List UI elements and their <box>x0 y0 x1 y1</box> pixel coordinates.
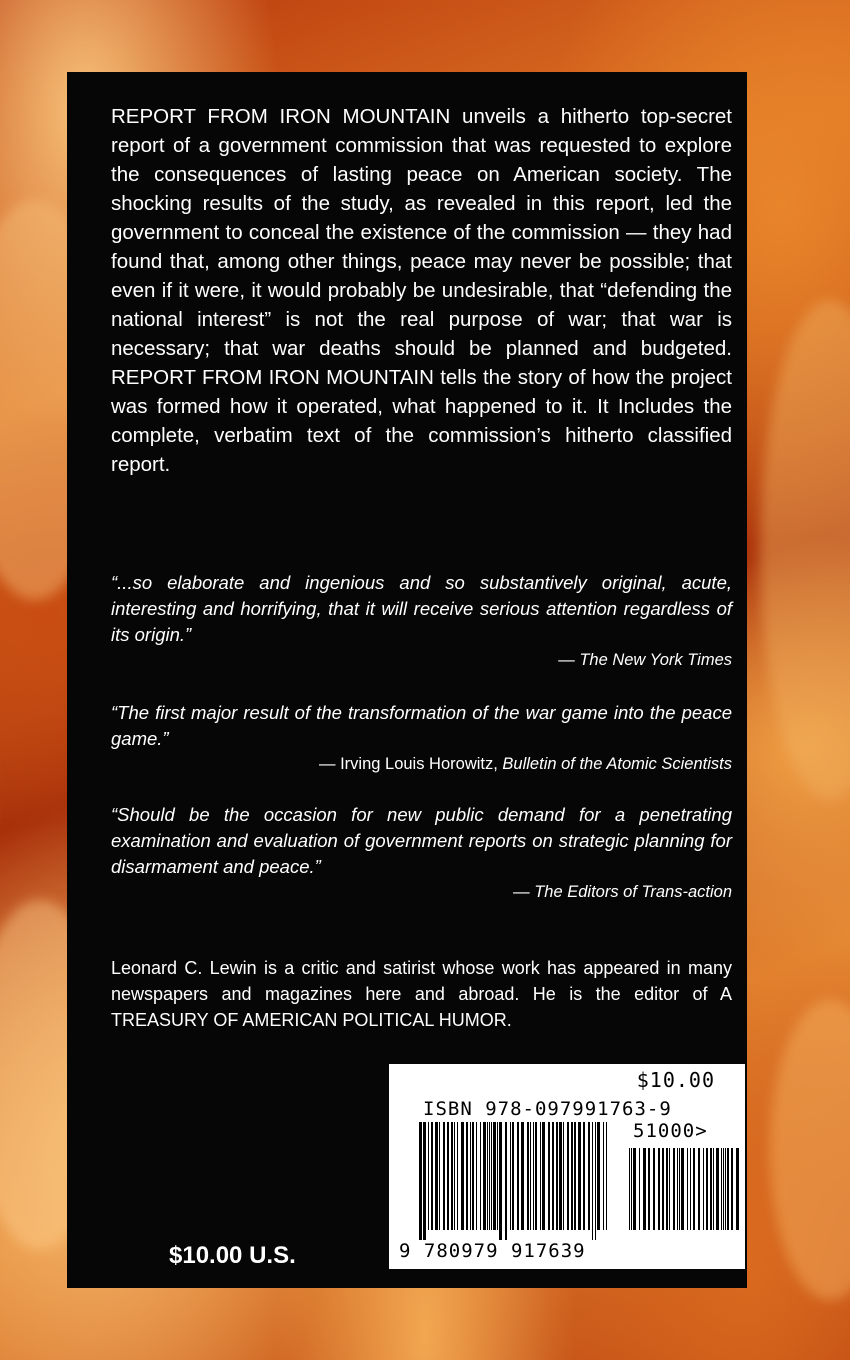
barcode-bar <box>706 1148 708 1230</box>
barcode-bar <box>493 1122 496 1230</box>
barcode-bar <box>669 1148 670 1230</box>
barcode-bar <box>666 1148 668 1230</box>
review-quote <box>111 802 732 904</box>
barcode-bar <box>639 1148 640 1230</box>
barcode-bar <box>466 1122 468 1230</box>
barcode-bar <box>487 1122 488 1230</box>
barcode-bar <box>533 1122 534 1230</box>
addon-code: 51000> <box>633 1120 708 1142</box>
barcode-bar <box>428 1122 429 1230</box>
barcode-bar <box>435 1122 438 1230</box>
barcode-bar <box>629 1148 630 1230</box>
barcode-bar <box>480 1122 481 1230</box>
barcode-bar <box>603 1122 604 1230</box>
barcode-bar <box>559 1122 562 1230</box>
barcode-bar <box>499 1122 502 1240</box>
background-texture <box>760 300 850 800</box>
barcode-bar <box>431 1122 433 1230</box>
attribution-source: Bulletin of the Atomic Scientists <box>502 755 732 773</box>
barcode-bar <box>687 1148 688 1230</box>
barcode-bar <box>597 1122 600 1230</box>
main-barcode-bars <box>419 1122 611 1240</box>
barcode-bar <box>567 1122 569 1230</box>
attribution-source: The Editors of Trans-action <box>534 883 732 901</box>
barcode-bar <box>535 1122 537 1230</box>
barcode-bar <box>419 1122 422 1240</box>
barcode-bar <box>713 1148 714 1230</box>
barcode-bar <box>725 1148 726 1230</box>
barcode-bar <box>588 1122 590 1230</box>
barcode-bar <box>527 1122 529 1230</box>
barcode-bar <box>542 1122 545 1230</box>
barcode-bar <box>540 1122 541 1230</box>
barcode-bar <box>698 1148 700 1230</box>
barcode-bar <box>727 1148 729 1230</box>
addon-barcode-bars <box>629 1148 739 1240</box>
barcode-bar <box>574 1122 576 1230</box>
barcode-bar <box>648 1148 650 1230</box>
background-texture <box>770 1000 850 1300</box>
barcode-bar <box>472 1122 474 1230</box>
quote-attribution: — Irving Louis Horowitz, Bulletin of the Atomic Scientists <box>319 755 732 773</box>
quote-text: “Should be the occasion for new public demand for a penetrating examination and evaluation of government reports on strategic planning for disarmament and peace.” <box>111 804 732 877</box>
review-quote <box>111 570 732 672</box>
review-quote <box>111 700 732 776</box>
barcode-bar <box>631 1148 632 1230</box>
barcode-bar <box>457 1122 458 1230</box>
barcode-bar <box>439 1122 440 1230</box>
barcode-bar <box>476 1122 477 1230</box>
barcode-bar <box>563 1122 564 1230</box>
barcode-bar <box>673 1148 675 1230</box>
barcode-bar <box>679 1148 680 1230</box>
barcode-bar <box>571 1122 573 1230</box>
barcode-digits: 9 780979 917639 <box>399 1240 586 1262</box>
attribution-source: The New York Times <box>579 651 732 669</box>
barcode-bar <box>510 1122 511 1230</box>
price-label: $10.00 U.S. <box>169 1242 296 1269</box>
barcode-bar <box>483 1122 486 1230</box>
isbn-number: ISBN 978-097991763-9 <box>423 1098 672 1120</box>
barcode-bar <box>556 1122 558 1230</box>
barcode-bar <box>653 1148 655 1230</box>
barcode-bar <box>512 1122 514 1230</box>
barcode-bar <box>658 1148 660 1230</box>
barcode-bar <box>423 1122 426 1240</box>
barcode-price: $10.00 <box>636 1068 715 1092</box>
quote-attribution: — The Editors of Trans-action <box>513 883 732 901</box>
barcode-bar <box>693 1148 695 1230</box>
barcode-bar <box>583 1122 585 1230</box>
quote-text: “...so elaborate and ingenious and so substantively original, acute, interesting and horrifying, that it will receive serious attention regardless of its origin.” <box>111 572 732 645</box>
author-bio: Leonard C. Lewin is a critic and satirist whose work has appeared in many newspapers and magazines here and abroad. He is the editor of A TREASURY OF AMERICAN POLITICAL HUMOR. <box>111 958 732 1030</box>
quote-attribution: — The New York Times <box>558 651 732 669</box>
barcode-bar <box>721 1148 722 1230</box>
barcode-bar <box>530 1122 531 1230</box>
barcode-bar <box>548 1122 550 1230</box>
barcode-bar <box>447 1122 449 1230</box>
isbn-barcode <box>389 1064 745 1269</box>
barcode-bar <box>454 1122 455 1230</box>
barcode-bar <box>723 1148 724 1230</box>
back-cover-panel <box>67 72 747 1288</box>
barcode-bar <box>443 1122 445 1230</box>
barcode-bar <box>716 1148 719 1230</box>
barcode-bar <box>489 1122 490 1230</box>
barcode-bar <box>633 1148 636 1230</box>
barcode-bar <box>552 1122 554 1230</box>
barcode-bar <box>592 1122 593 1240</box>
barcode-bar <box>470 1122 471 1230</box>
barcode-bar <box>643 1148 646 1230</box>
barcode-bar <box>677 1148 678 1230</box>
barcode-bar <box>703 1148 704 1230</box>
barcode-bar <box>521 1122 524 1230</box>
barcode-bar <box>505 1122 507 1240</box>
book-description: REPORT FROM IRON MOUNTAIN unveils a hitherto top-secret report of a government commission that was requested to explore the consequences of lasting peace on American society. The shocking results of the study, as revealed in this report, led the government to conceal the existence of the commission — they had found that, among other things, peace may never be possible; that even if it were, it would probably be undesirable, that “defending the national interest” is not the real purpose of war; that war is necessary; that war deaths should be planned and budgeted. REPORT FROM IRON MOUNTAIN tells the story of how the project was formed how it operated, what happened to it. It Includes the complete, verbatim text of the commission’s hitherto classified report. <box>111 105 732 476</box>
barcode-bar <box>710 1148 712 1230</box>
barcode-bar <box>681 1148 684 1230</box>
barcode-bar <box>595 1122 596 1240</box>
barcode-bar <box>578 1122 581 1230</box>
barcode-bar <box>606 1122 607 1230</box>
barcode-bar <box>731 1148 733 1230</box>
barcode-bar <box>491 1122 492 1230</box>
barcode-bar <box>451 1122 453 1230</box>
barcode-bar <box>662 1148 664 1230</box>
barcode-bar <box>461 1122 464 1230</box>
barcode-bar <box>497 1122 498 1230</box>
barcode-bar <box>736 1148 739 1230</box>
quote-text: “The first major result of the transformation of the war game into the peace game.” <box>111 702 732 749</box>
barcode-bar <box>690 1148 691 1230</box>
barcode-bar <box>517 1122 519 1230</box>
